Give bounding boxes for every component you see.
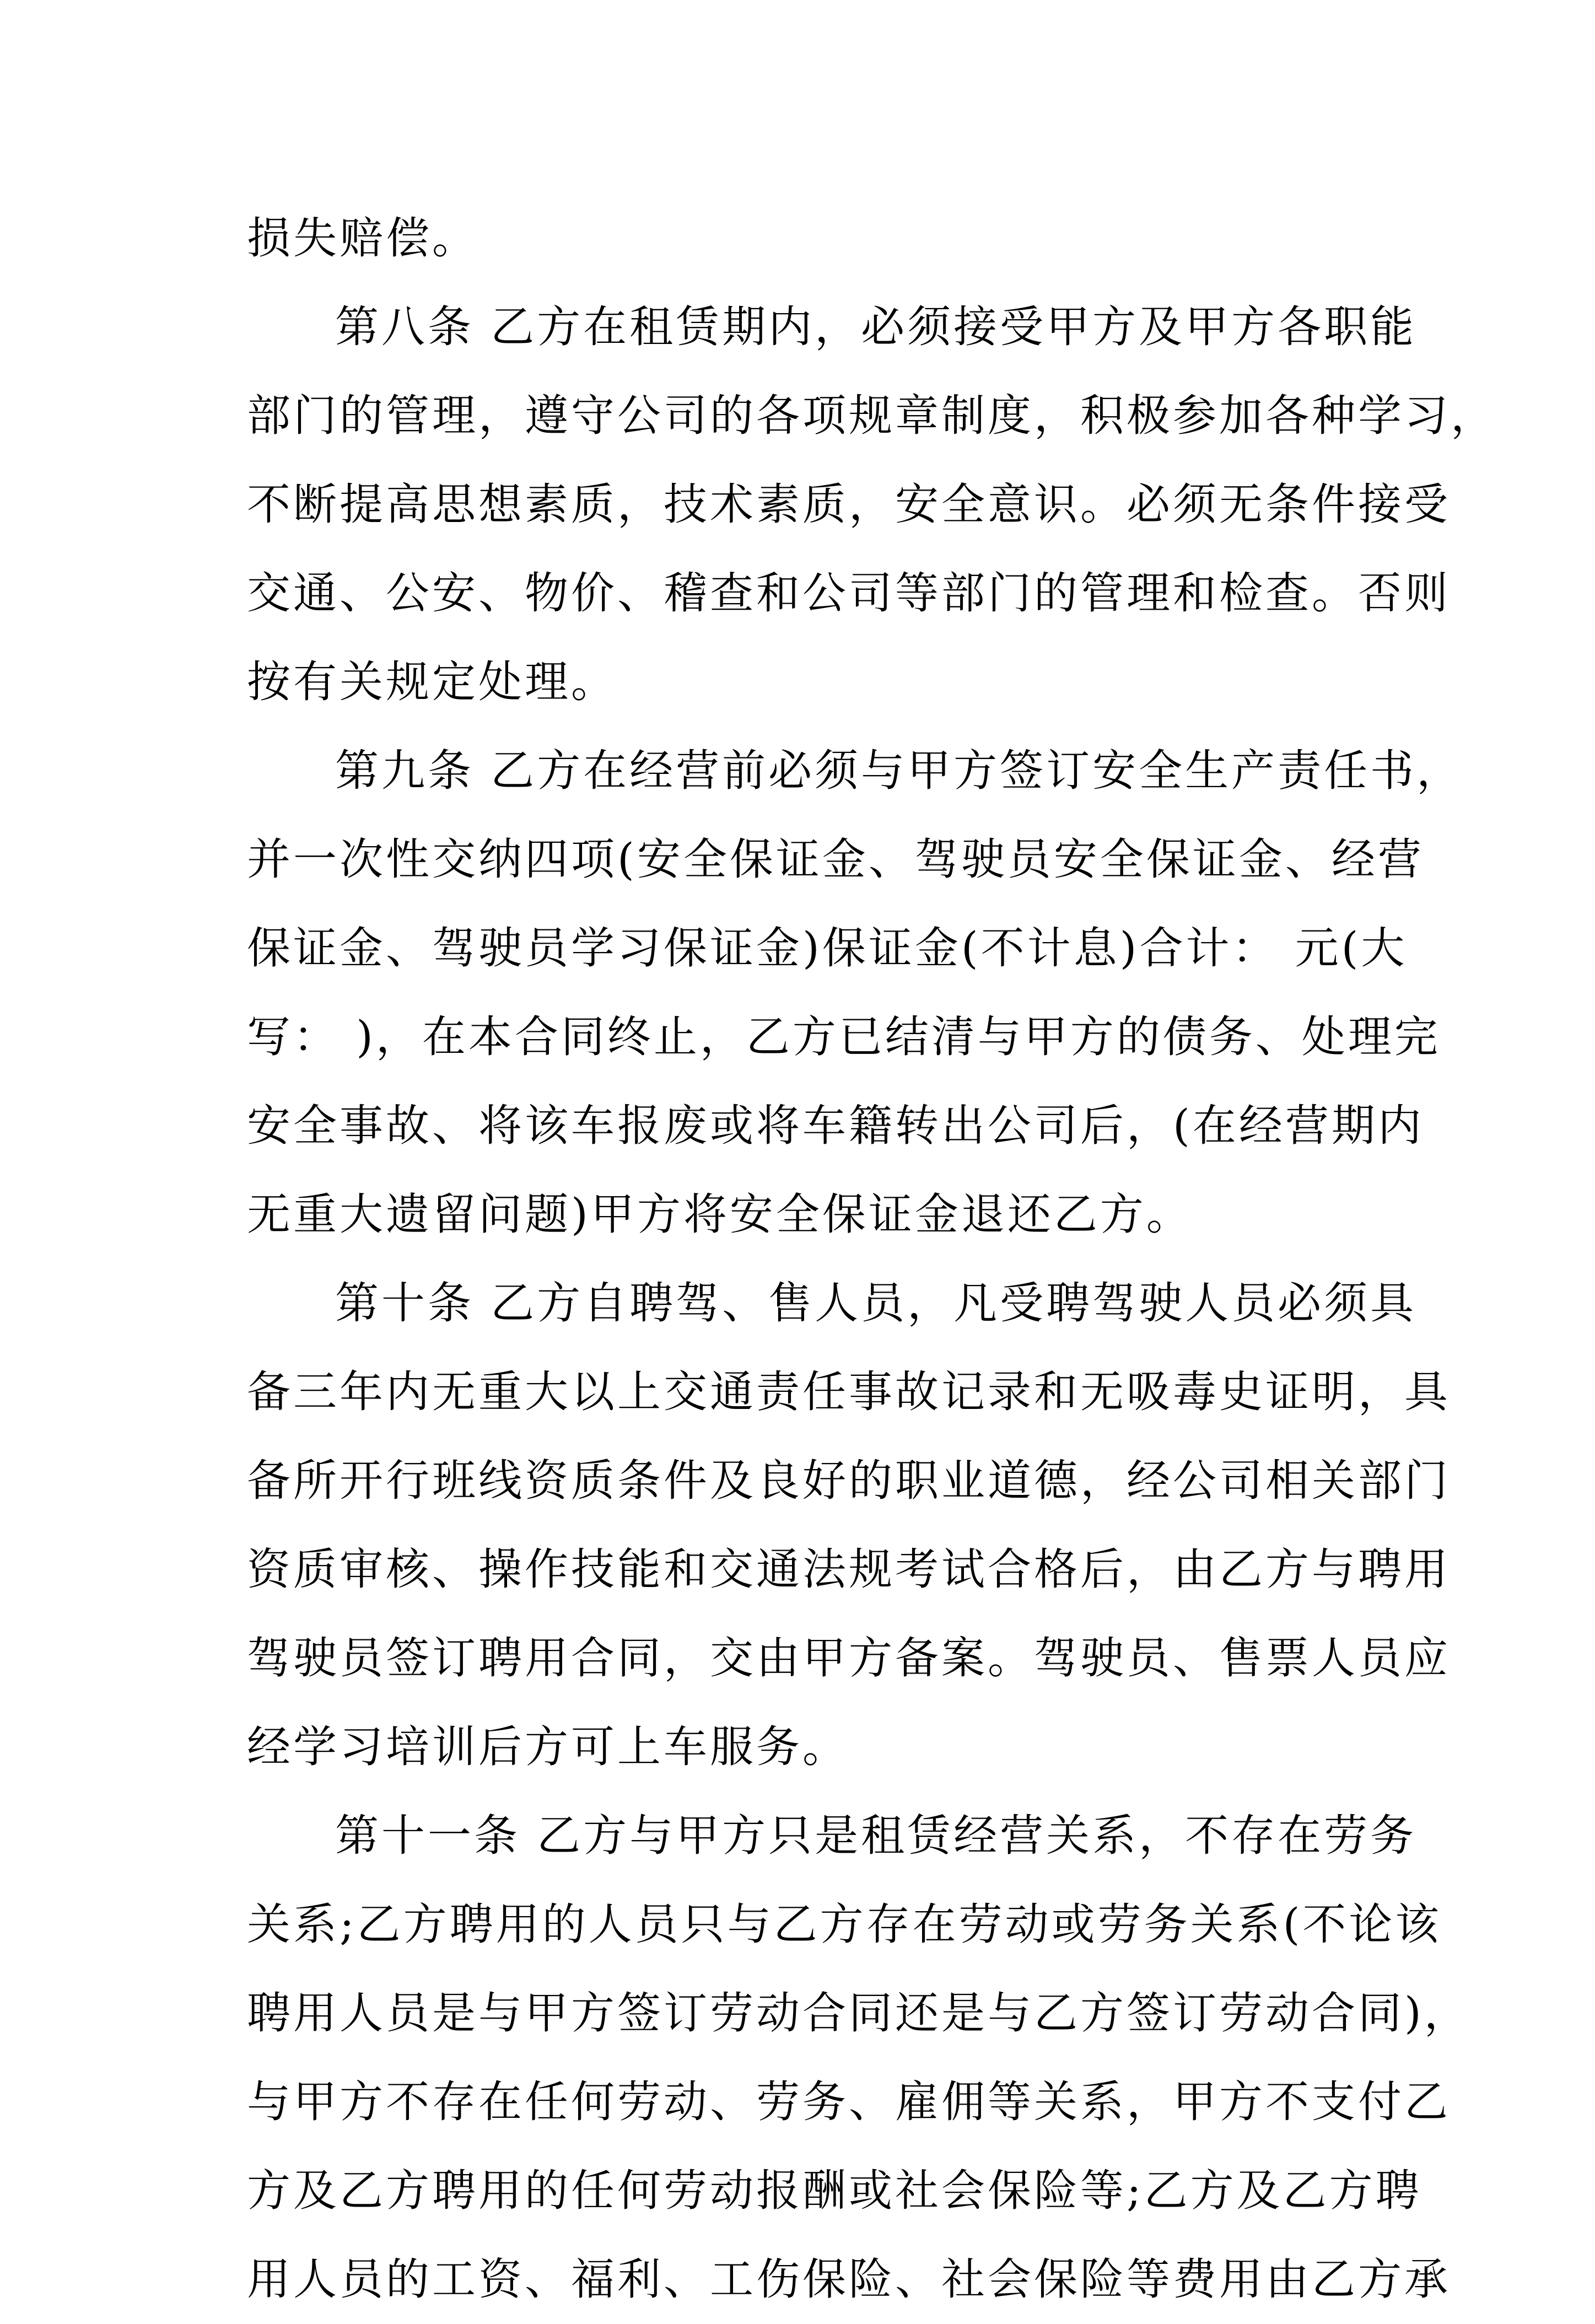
text-line: 第十一条 乙方与甲方只是租赁经营关系，不存在劳务: [335, 1810, 1417, 1861]
text-line: 部门的管理，遵守公司的各项规章制度，积极参加各种学习，: [247, 390, 1497, 441]
text-line: 备三年内无重大以上交通责任事故记录和无吸毒史证明，具: [247, 1367, 1451, 1417]
text-line: 备所开行班线资质条件及良好的职业道德，经公司相关部门: [247, 1455, 1451, 1506]
text-line: 关系;乙方聘用的人员只与乙方存在劳动或劳务关系(不论该: [247, 1899, 1442, 1950]
text-line: 无重大遗留问题)甲方将安全保证金退还乙方。: [247, 1189, 1193, 1240]
text-line: 并一次性交纳四项(安全保证金、驾驶员安全保证金、经营: [247, 834, 1424, 885]
text-line: 损失赔偿。: [247, 213, 478, 263]
text-line: 第八条 乙方在租赁期内，必须接受甲方及甲方各职能: [335, 302, 1417, 352]
document-page: [247, 194, 1497, 2324]
text-line: 写： )，在本合同终止，乙方已结清与甲方的债务、处理完: [247, 1012, 1441, 1062]
text-line: 经学习培训后方可上车服务。: [247, 1722, 849, 1772]
text-line: 用人员的工资、福利、工伤保险、社会保险等费用由乙方承: [247, 2254, 1451, 2305]
text-line: 聘用人员是与甲方签订劳动合同还是与乙方签订劳动合同)，: [247, 1988, 1470, 2038]
text-line: 第十条 乙方自聘驾、售人员，凡受聘驾驶人员必须具: [335, 1278, 1417, 1328]
text-line: 按有关规定处理。: [247, 657, 617, 707]
paragraph-article-8: [247, 283, 1497, 727]
text-line: 不断提高思想素质，技术素质，安全意识。必须无条件接受: [247, 479, 1451, 530]
text-line: 交通、公安、物价、稽查和公司等部门的管理和检查。否则: [247, 568, 1451, 618]
text-line: 安全事故、将该车报废或将车籍转出公司后，(在经营期内: [247, 1100, 1424, 1151]
paragraph-article-11: [247, 1792, 1470, 2324]
paragraph-continuation: [247, 194, 1368, 283]
paragraph-article-9: [247, 727, 1463, 1259]
text-line: 与甲方不存在任何劳动、劳务、雇佣等关系，甲方不支付乙: [247, 2076, 1451, 2127]
text-line: 资质审核、操作技能和交通法规考试合格后，由乙方与聘用: [247, 1544, 1451, 1595]
text-line: 方及乙方聘用的任何劳动报酬或社会保险等;乙方及乙方聘: [247, 2165, 1422, 2216]
text-line: 保证金、驾驶员学习保证金)保证金(不计息)合计： 元(大: [247, 923, 1408, 973]
text-line: 第九条 乙方在经营前必须与甲方签订安全生产责任书，: [335, 745, 1463, 796]
paragraph-article-10: [247, 1259, 1451, 1792]
text-line: 驾驶员签订聘用合同，交由甲方备案。驾驶员、售票人员应: [247, 1633, 1451, 1683]
